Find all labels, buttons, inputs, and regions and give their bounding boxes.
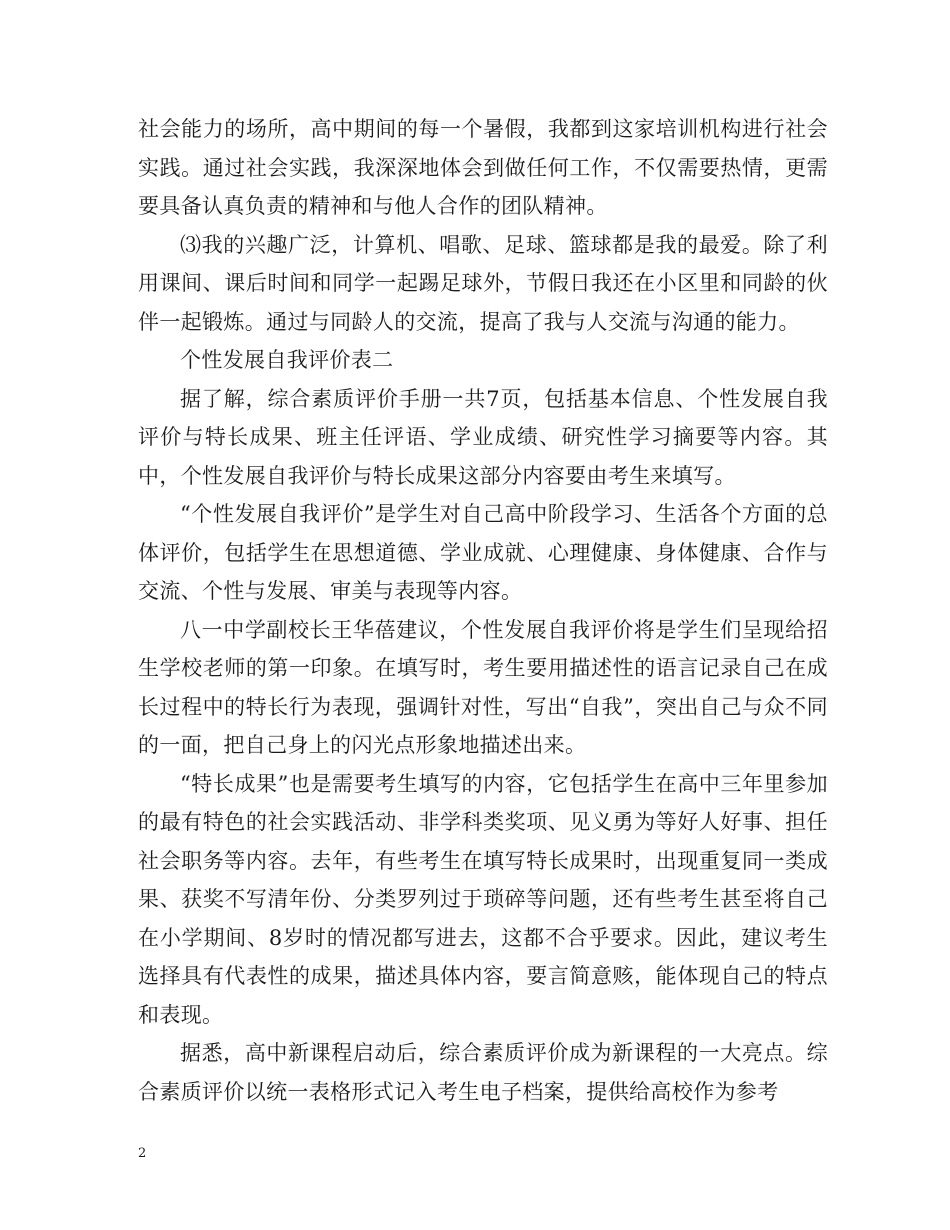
paragraph-principal-advice: 八一中学副校长王华蓓建议，个性发展自我评价将是学生们呈现给招生学校老师的第一印象。在填写时，考生要用描述性的语言记录自己在成长过程中的特长行为表现，强调针对性，写出“自我”，突出自己与众不同的一面，把自己身上的闪光点形象地描述出来。	[138, 617, 828, 757]
paragraph-continuation: 社会能力的场所，高中期间的每一个暑假，我都到这家培训机构进行社会实践。通过社会实践，我深深地体会到做任何工作，不仅需要热情，更需要具备认真负责的精神和与他人合作的团队精神。	[138, 117, 828, 218]
section-heading: 个性发展自我评价表二	[180, 348, 394, 372]
document-body	[138, 110, 828, 1111]
paragraph-handbook-overview: 据了解，综合素质评价手册一共7页，包括基本信息、个性发展自我评价与特长成果、班主任评语、学业成绩、研究性学习摘要等内容。其中，个性发展自我评价与特长成果这部分内容要由考生来填写。	[138, 386, 828, 488]
paragraph-new-curriculum: 据悉，高中新课程启动后，综合素质评价成为新课程的一大亮点。综合素质评价以统一表格形式记入考生电子档案，提供给高校作为参考	[138, 1041, 828, 1104]
paragraph-hobbies: ⑶我的兴趣广泛，计算机、唱歌、足球、篮球都是我的最爱。除了利用课间、课后时间和同学一起踢足球外，节假日我还在小区里和同龄的伙伴一起锻炼。通过与同龄人的交流，提高了我与人交流与沟通的能力。	[138, 232, 828, 334]
paragraph-achievements: “特长成果”也是需要考生填写的内容，它包括学生在高中三年里参加的最有特色的社会实践活动、非学科类奖项、见义勇为等好人好事、担任社会职务等内容。去年，有些考生在填写特长成果时，出现重复同一类成果、获奖不写清年份、分类罗列过于琐碎等问题，还有些考生甚至将自己在小学期间、8岁时的情况都写进去，这都不合乎要求。因此，建议考生选择具有代表性的成果，描述具体内容，要言简意赅，能体现自己的特点和表现。	[138, 771, 828, 1027]
paragraph-self-evaluation: “个性发展自我评价”是学生对自己高中阶段学习、生活各个方面的总体评价，包括学生在思想道德、学业成就、心理健康、身体健康、合作与交流、个性与发展、审美与表现等内容。	[138, 502, 828, 603]
page-number: 2	[138, 1146, 147, 1161]
